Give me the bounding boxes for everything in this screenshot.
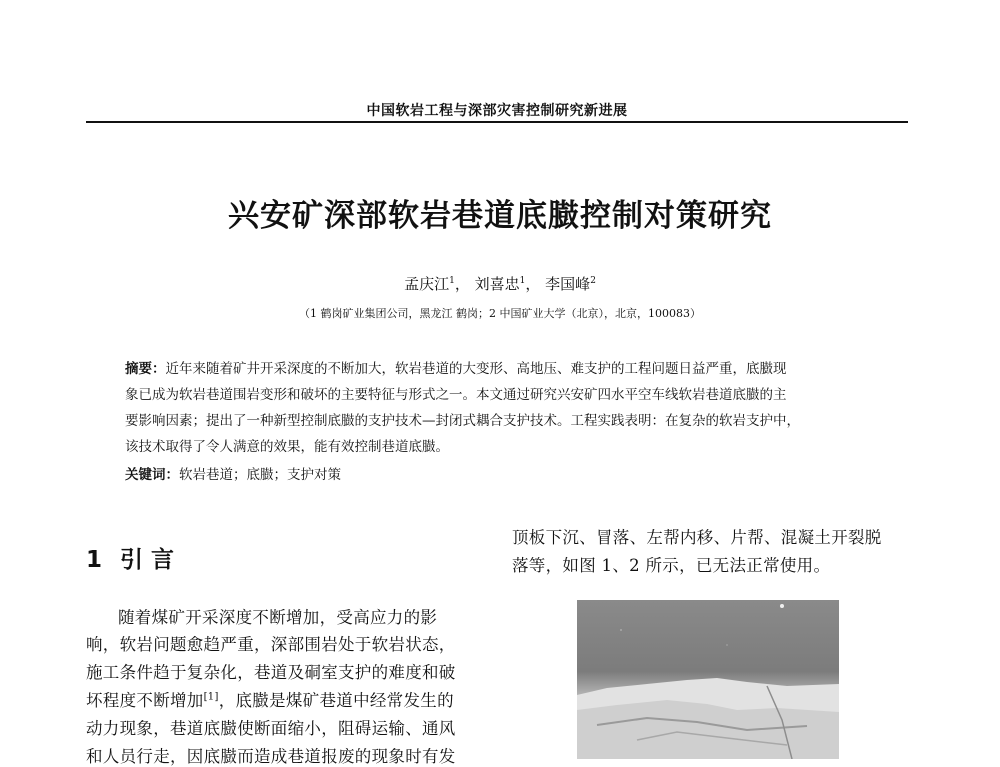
body-line: 随着煤矿开采深度不断增加，受高应力的影 <box>118 608 438 627</box>
author-affiliation-mark: 1 <box>519 276 526 286</box>
body-line: 动力现象，巷道底臌使断面缩小，阻碍运输、通风 <box>86 719 456 738</box>
body-line: 响，软岩问题愈趋严重，深部围岩处于软岩状态， <box>86 635 456 654</box>
section-heading <box>86 541 174 574</box>
abstract-line: 象已成为软岩巷道围岩变形和破坏的主要特征与形式之一。本文通过研究兴安矿四水平空车线软岩巷道底臌的主 <box>125 387 787 403</box>
body-line: 落等，如图 1、2 所示，已无法正常使用。 <box>512 556 831 575</box>
paper-title: 兴安矿深部软岩巷道底臌控制对策研究 <box>228 198 772 234</box>
author-separator: ， <box>525 275 541 293</box>
body-text: ，底臌是煤矿巷道中经常发生的 <box>218 691 454 710</box>
author-name: 刘喜忠 <box>474 275 520 293</box>
abstract-line: 该技术取得了令人满意的效果，能有效控制巷道底臌。 <box>125 439 449 455</box>
tunnel-floor-photo <box>577 600 839 759</box>
keywords-text: 软岩巷道；底臌；支护对策 <box>179 467 341 483</box>
author-list <box>0 273 1000 294</box>
author-affiliation-mark: 2 <box>590 276 596 286</box>
section-title: 引 言 <box>120 547 175 573</box>
body-line: 和人员行走，因底臌而造成巷道报废的现象时有发 <box>86 747 456 766</box>
author-name: 孟庆江 <box>404 275 450 293</box>
body-text: 坏程度不断增加 <box>86 691 204 710</box>
citation: [1] <box>203 691 219 703</box>
body-line <box>86 687 454 711</box>
abstract-text: 近年来随着矿井开采深度的不断加大，软岩巷道的大变形、高地压、难支护的工程问题日益严重，底臌现 <box>165 361 787 377</box>
body-line: 顶板下沉、冒落、左帮内移、片帮、混凝土开裂脱 <box>512 528 882 547</box>
author-affiliation-mark: 1 <box>449 276 455 286</box>
abstract-label: 摘要： <box>125 361 166 377</box>
author-name: 李国峰 <box>545 275 591 293</box>
keywords-line <box>125 463 341 483</box>
author-separator: ， <box>454 275 470 293</box>
running-head: 中国软岩工程与深部灾害控制研究新进展 <box>366 103 628 119</box>
header-rule <box>86 121 908 123</box>
keywords-label: 关键词： <box>125 467 179 483</box>
affiliations: （1 鹤岗矿业集团公司，黑龙江 鹤岗；2 中国矿业大学（北京），北京，100083） <box>299 307 701 320</box>
figure-photo <box>577 600 839 759</box>
abstract-line <box>125 357 787 377</box>
section-number: 1 <box>86 547 103 573</box>
abstract-line: 要影响因素；提出了一种新型控制底臌的支护技术—封闭式耦合支护技术。工程实践表明：在复杂的软岩支护中， <box>125 413 800 429</box>
body-line: 施工条件趋于复杂化，巷道及硐室支护的难度和破 <box>86 663 456 682</box>
